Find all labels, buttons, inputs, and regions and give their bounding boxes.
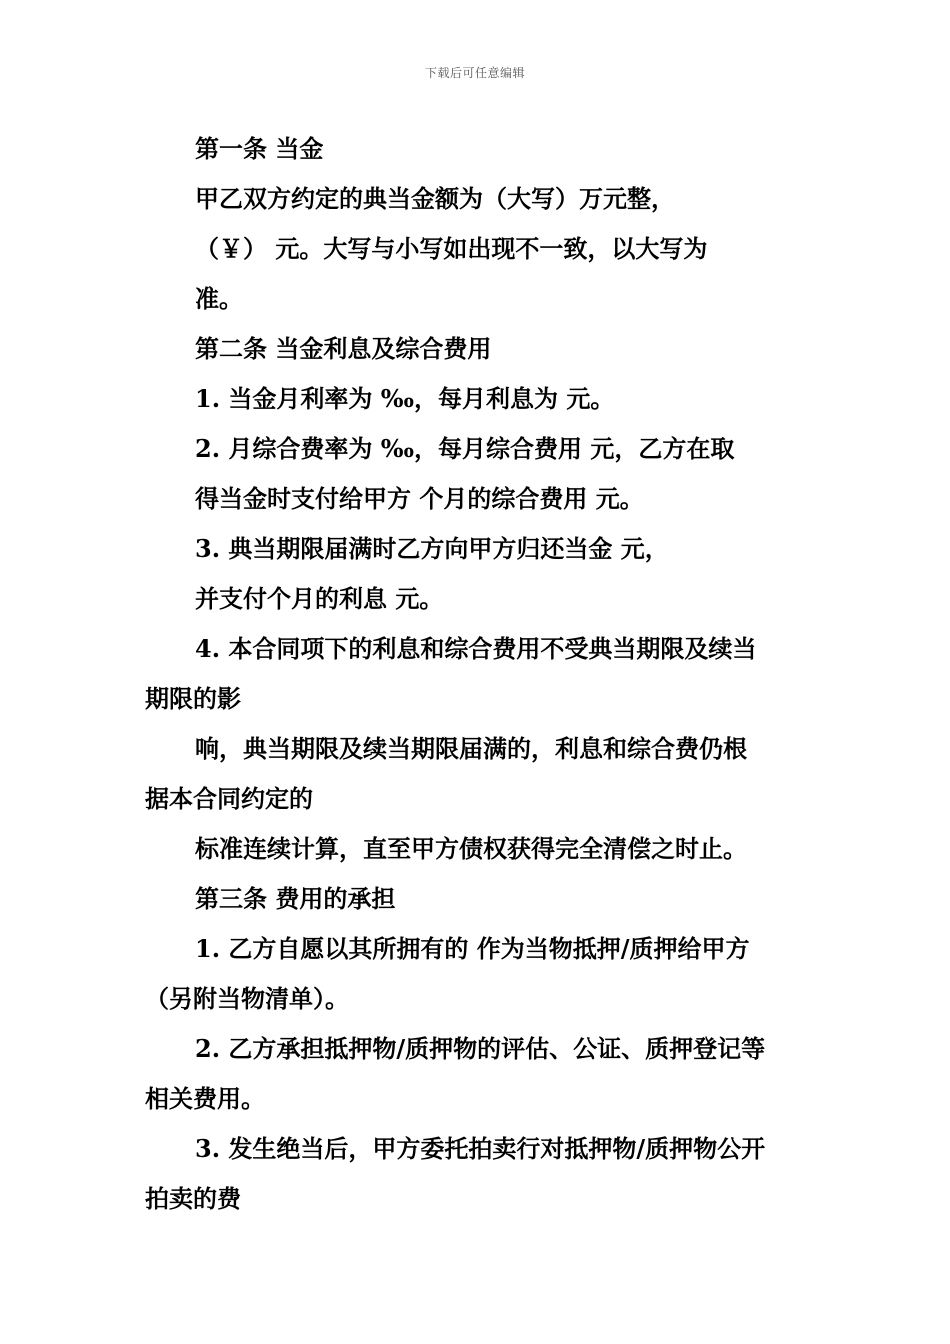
page-header: 下载后可任意编辑 — [424, 66, 525, 80]
paragraph-line: 1. 当金月利率为 ‰，每月利息为 元。 — [195, 384, 615, 413]
paragraph-line: 并支付个月的利息 元。 — [195, 584, 444, 613]
paragraph-line: 2. 月综合费率为 ‰，每月综合费用 元，乙方在取 — [195, 434, 735, 463]
paragraph-line: 3. 典当期限届满时乙方向甲方归还当金 元， — [195, 534, 669, 563]
paragraph-line: 4. 本合同项下的利息和综合费用不受典当期限及续当 — [195, 634, 757, 663]
paragraph-line: 1. 乙方自愿以其所拥有的 作为当物抵押/质押给甲方 — [195, 934, 750, 963]
paragraph-line: 准。 — [195, 284, 243, 313]
paragraph-line: 标准连续计算，直至甲方债权获得完全清偿之时止。 — [195, 834, 747, 863]
article-3-heading: 第三条 费用的承担 — [195, 884, 396, 913]
paragraph-line: 3. 发生绝当后，甲方委托拍卖行对抵押物/质押物公开 — [195, 1134, 766, 1163]
paragraph-line: （另附当物清单）。 — [145, 984, 349, 1013]
article-1-heading: 第一条 当金 — [195, 134, 324, 163]
paragraph-line: 甲乙双方约定的典当金额为（大写）万元整， — [195, 184, 675, 213]
paragraph-line: 据本合同约定的 — [145, 784, 313, 813]
paragraph-line: 得当金时支付给甲方 个月的综合费用 元。 — [195, 484, 644, 513]
paragraph-line: 2. 乙方承担抵押物/质押物的评估、公证、质押登记等 — [195, 1034, 766, 1063]
paragraph-line: 响，典当期限及续当期限届满的，利息和综合费仍根 — [195, 734, 747, 763]
paragraph-line: 拍卖的费 — [145, 1184, 241, 1213]
paragraph-line: 相关费用。 — [145, 1084, 265, 1113]
article-2-heading: 第二条 当金利息及综合费用 — [195, 334, 492, 363]
paragraph-line: （￥） 元。大写与小写如出现不一致，以大写为 — [195, 234, 708, 263]
paragraph-line: 期限的影 — [145, 684, 241, 713]
